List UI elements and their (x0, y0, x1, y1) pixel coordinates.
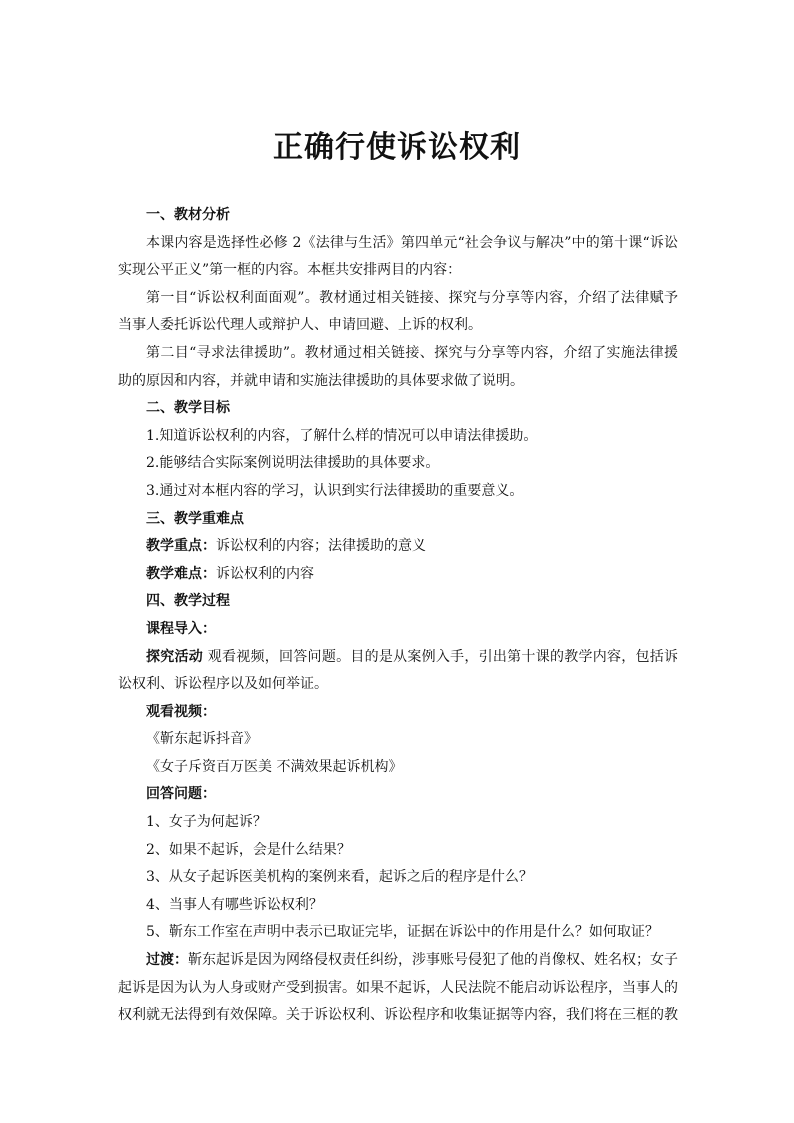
activity-label: 探究活动 (146, 648, 204, 665)
video-label: 观看视频： (146, 703, 216, 720)
key-point-label: 教学重点： (146, 538, 216, 555)
section-heading-process: 四、教学过程 (146, 593, 230, 610)
list-item: 1.知道诉讼权利的内容，了解什么样的情况可以申请法律援助。 (146, 427, 538, 444)
transition-text: 靳东起诉是因为网络侵权责任纠纷，涉事账号侵犯了他的肖像权、姓名权；女子起诉是因为认为人身或财产受到损害。如果不起诉，人民法院不能启动诉讼程序，当事人的权利就无法得到有效保障。关于诉讼权利、诉讼程序和收集证据等内容，我们将在三框的教 (118, 952, 678, 1024)
section-heading-analysis: 一、教材分析 (146, 207, 230, 223)
document-body (118, 202, 678, 1030)
question-item: 4、当事人有哪些诉讼权利？ (146, 896, 323, 913)
section-heading-keypoints: 三、教学重难点 (146, 510, 244, 527)
transition-paragraph (118, 947, 678, 1030)
paragraph: 第一目“诉讼权利面面观”。教材通过相关链接、探究与分享等内容，介绍了法律赋予当事人委托诉讼代理人或辩护人、申请回避、上诉的权利。 (118, 289, 678, 334)
intro-label: 课程导入： (146, 620, 216, 637)
page-title: 正确行使诉讼权利 (273, 130, 521, 165)
question-item: 1、女子为何起诉？ (146, 814, 267, 831)
difficulty-text: 诉讼权利的内容 (216, 565, 314, 582)
question-item: 5、靳东工作室在声明中表示已取证完毕，证据在诉讼中的作用是什么？如何取证？ (146, 924, 659, 941)
key-point-text: 诉讼权利的内容；法律援助的意义 (216, 538, 426, 555)
difficulty-line (118, 561, 678, 589)
key-point-line (118, 533, 678, 561)
list-item: 3.通过对本框内容的学习，认识到实行法律援助的重要意义。 (146, 482, 524, 499)
difficulty-label: 教学难点： (146, 565, 216, 582)
paragraph: 第二目“寻求法律援助”。教材通过相关链接、探究与分享等内容，介绍了实施法律援助的原因和内容，并就申请和实施法律援助的具体要求做了说明。 (118, 344, 678, 389)
paragraph: 本课内容是选择性必修 2《法律与生活》第四单元“社会争议与解决”中的第十课“诉讼实现公平正义”第一框的内容。本框共安排两目的内容： (118, 234, 678, 279)
questions-label: 回答问题： (146, 786, 216, 803)
activity-paragraph (118, 644, 678, 699)
question-item: 3、从女子起诉医美机构的案例来看，起诉之后的程序是什么？ (146, 869, 533, 886)
list-item: 2.能够结合实际案例说明法律援助的具体要求。 (146, 455, 440, 472)
video-title: 《靳东起诉抖音》 (146, 731, 258, 748)
section-heading-goals: 二、教学目标 (146, 400, 230, 417)
video-title: 《女子斥资百万医美 不满效果起诉机构》 (146, 758, 403, 775)
transition-label: 过渡： (146, 952, 188, 969)
activity-text: 观看视频，回答问题。目的是从案例入手，引出第十课的教学内容，包括诉讼权利、诉讼程序以及如何举证。 (118, 648, 679, 693)
question-item: 2、如果不起诉，会是什么结果？ (146, 841, 351, 858)
